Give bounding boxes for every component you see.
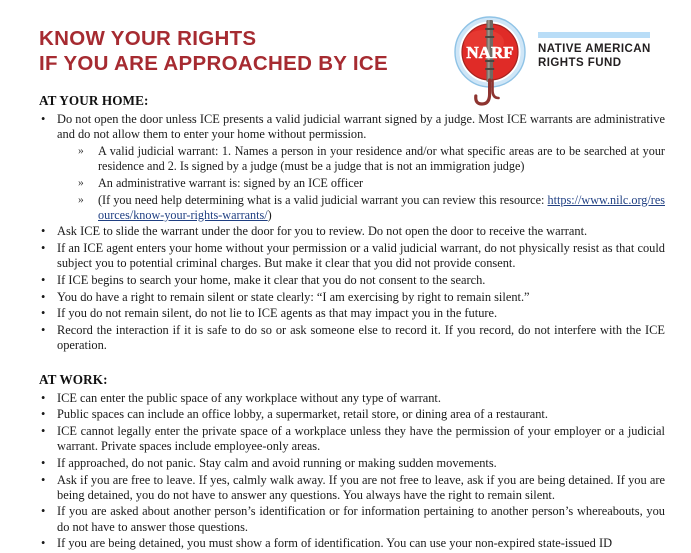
- bullet-list: [0, 112, 691, 354]
- bullet-item: [0, 273, 691, 288]
- bullet-text: If an ICE agent enters your home without your permission or a valid judicial warrant, do not physically resist as that could subject you to potential criminal charges. But make it clear that you did not provide consent.: [57, 241, 665, 271]
- bullet-marker-icon: •: [41, 390, 46, 405]
- resource-link[interactable]: https://www.nilc.org/resources/know-your-rights-warrants/: [98, 192, 665, 222]
- bullet-marker-icon: •: [41, 273, 46, 288]
- bullet-text: Record the interaction if it is safe to do so or ask someone else to record it. If you record, do not interfere with the ICE operation.: [57, 323, 665, 353]
- bullet-marker-icon: •: [41, 504, 46, 519]
- bullet-marker-icon: •: [41, 472, 46, 487]
- sub-bullet-text-tail: ): [267, 207, 272, 222]
- page-title: [39, 26, 388, 76]
- bullet-marker-icon: •: [41, 289, 46, 304]
- bullet-item: [0, 456, 691, 471]
- bullet-marker-icon: •: [41, 224, 46, 239]
- org-name-line-2: RIGHTS FUND: [538, 56, 622, 69]
- bullet-item: [0, 224, 691, 239]
- bullet-text: ICE can enter the public space of any workplace without any type of warrant.: [57, 390, 441, 405]
- sub-bullet-item: [0, 144, 691, 174]
- bullet-item: [0, 536, 691, 551]
- content-section: [0, 371, 691, 552]
- section-heading: AT WORK:: [39, 371, 108, 387]
- bullet-marker-icon: •: [41, 423, 46, 438]
- bullet-item: [0, 323, 691, 353]
- bullet-item: [0, 241, 691, 271]
- sub-bullet-text: A valid judicial warrant: 1. Names a person in your residence and/or what specific areas are to be searched at your residence and 2. Is signed by a judge (must be a judge that is not an immigration judge): [98, 143, 665, 174]
- bullet-item: [0, 473, 691, 503]
- bullet-marker-icon: •: [41, 323, 46, 338]
- bullet-marker-icon: •: [41, 407, 46, 422]
- bullet-item: [0, 290, 691, 305]
- bullet-item: [0, 112, 691, 142]
- bullet-text: If you are being detained, you must show a form of identification. You can use your non-expired state-issued ID: [57, 536, 613, 551]
- bullet-marker-icon: •: [41, 112, 46, 126]
- narf-monogram-text: NARF: [466, 43, 514, 62]
- bullet-item: [0, 424, 691, 454]
- sub-bullet-marker-icon: »: [78, 193, 84, 206]
- content-section: [0, 92, 691, 354]
- narf-logo-text: [538, 32, 651, 70]
- page-header: [0, 0, 691, 92]
- bullet-text: Ask if you are free to leave. If yes, calmly walk away. If you are not free to leave, ask if you are being detained. If you are being detained, you do not have to answer any questions. You always have the right to remain silent.: [57, 472, 665, 502]
- document-body: [0, 92, 691, 553]
- bullet-text: Do not open the door unless ICE presents a valid judicial warrant signed by a judge. Most ICE warrants are administrative and do not allow them to enter your home without permission.: [57, 112, 665, 142]
- sub-bullet-text: (If you need help determining what is a valid judicial warrant you can review this resource:: [98, 192, 548, 207]
- page-title-line-2: IF YOU ARE APPROACHED BY ICE: [39, 52, 388, 75]
- bullet-marker-icon: •: [41, 536, 46, 551]
- bullet-item: [0, 504, 691, 534]
- bullet-text: You do have a right to remain silent or state clearly: “I am exercising by right to remain silent.”: [57, 289, 530, 304]
- sub-bullet-marker-icon: »: [78, 176, 84, 189]
- bullet-item: [0, 391, 691, 406]
- sub-bullet-text: An administrative warrant is: signed by an ICE officer: [98, 175, 364, 190]
- page-title-line-1: KNOW YOUR RIGHTS: [39, 27, 257, 50]
- bullet-text: If approached, do not panic. Stay calm and avoid running or making sudden movements.: [57, 455, 497, 470]
- org-name-line-1: NATIVE AMERICAN: [538, 43, 651, 55]
- bullet-item: [0, 306, 691, 321]
- bullet-text: If ICE begins to search your home, make it clear that you do not consent to the search.: [57, 273, 486, 288]
- sub-bullet-list: [0, 144, 691, 223]
- sub-bullet-marker-icon: »: [78, 144, 84, 157]
- sub-bullet-item: [0, 176, 691, 191]
- bullet-marker-icon: •: [41, 455, 46, 470]
- bullet-marker-icon: •: [41, 241, 46, 256]
- bullet-text: If you do not remain silent, do not lie to ICE agents as that may impact you in the future.: [57, 306, 498, 321]
- bullet-text: If you are asked about another person’s identification or for information pertaining to another person’s whereabouts, you do not have to answer those questions.: [57, 504, 665, 534]
- logo-accent-rule: [538, 32, 650, 38]
- bullet-marker-icon: •: [41, 306, 46, 321]
- sub-bullet-item: [0, 193, 691, 223]
- bullet-list: [0, 391, 691, 552]
- bullet-item: [0, 407, 691, 422]
- section-heading: AT YOUR HOME:: [39, 93, 149, 108]
- bullet-text: ICE cannot legally enter the private space of a workplace unless they have the permission of your employer or a judicial warrant. Private spaces include employee-only areas.: [57, 423, 665, 454]
- bullet-text: Ask ICE to slide the warrant under the door for you to review. Do not open the door to receive the warrant.: [57, 224, 588, 239]
- bullet-text: Public spaces can include an office lobby, a supermarket, retail store, or dining area of a restaurant.: [57, 407, 548, 422]
